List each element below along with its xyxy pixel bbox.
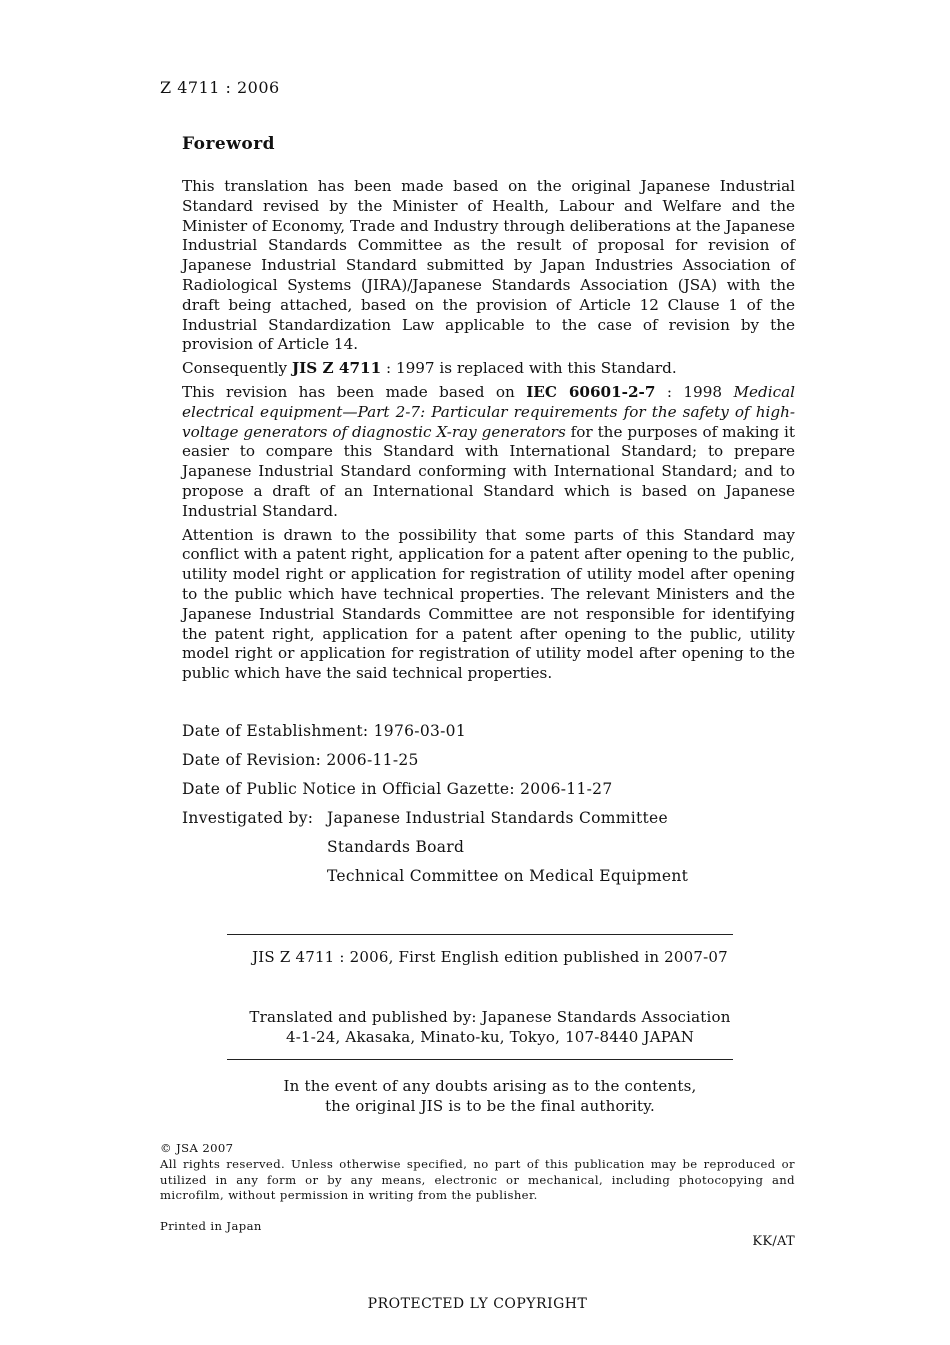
protected-by-copyright-footer: PROTECTED LY COPYRIGHT xyxy=(367,1296,588,1312)
p3-year: : 1998 xyxy=(655,382,734,401)
date-of-public-notice: Date of Public Notice in Official Gazette: 2006-11-27 xyxy=(182,780,613,798)
investigated-by-board: Standards Board xyxy=(327,838,465,856)
rights-reserved-text: All rights reserved. Unless otherwise specified, no part of this publication may be reproduced or utilized in any form or by any means, electronic or mechanical, including photocopying and microfilm, without permission in writing from the publisher. xyxy=(160,1157,795,1202)
p3-post: for the purposes of making it easier to compare this Standard with International Standard; to prepare Japanese Industrial Standard conforming with International Standard; and to propose a draft of an International Standard which is based on Japanese Industrial Standard. xyxy=(182,422,795,520)
printed-in-japan: Printed in Japan xyxy=(160,1219,262,1233)
foreword-paragraph-3 xyxy=(182,383,795,522)
authority-line-1: In the event of any doubts arising as to the contents, xyxy=(283,1077,697,1095)
copyright-notice: © JSA 2007 xyxy=(160,1141,234,1155)
investigated-by-label: Investigated by: xyxy=(182,809,314,827)
foreword-title: Foreword xyxy=(182,134,276,154)
investigated-by-technical-committee: Technical Committee on Medical Equipment xyxy=(327,867,689,885)
iec-standard-title: Medical electrical equipment—Part 2-7: Particular requirements for the safety of high-voltage generators of diagnostic X-ray generators xyxy=(182,382,795,441)
document-code-header: Z 4711 : 2006 xyxy=(160,78,280,97)
foreword-paragraph-1: This translation has been made based on the original Japanese Industrial Standard revised by the Minister of Health, Labour and Welfare and the Minister of Economy, Trade and Industry through deliberations at the Japanese Industrial Standards Committee as the result of proposal for revision of Japanese Industrial Standard submitted by Japan Industries Association of Radiological Systems (JIRA)/Japanese Standards Association (JSA) with the draft being attached, based on the provision of Article 12 Clause 1 of the Industrial Standardization Law applicable to the case of revision by the provision of Article 14. xyxy=(182,177,795,354)
publisher-line: Translated and published by: Japanese Standards Association xyxy=(249,1008,731,1026)
date-of-revision: Date of Revision: 2006-11-25 xyxy=(182,751,419,769)
foreword-paragraph-2 xyxy=(182,359,795,379)
authority-line-2: the original JIS is to be the final authority. xyxy=(325,1097,655,1115)
document-tracking-code: KK/AT xyxy=(752,1234,795,1249)
divider-top xyxy=(227,934,733,935)
iec-standard: IEC 60601-2-7 xyxy=(526,382,656,401)
investigated-by-committee: Japanese Industrial Standards Committee xyxy=(327,809,669,827)
p2-pre: Consequently xyxy=(182,359,292,378)
p2-post: : 1997 is replaced with this Standard. xyxy=(381,359,677,378)
foreword-paragraph-4: Attention is drawn to the possibility that some parts of this Standard may conflict with a patent right, application for a patent after opening to the public, utility model right or application for registration of utility model after opening to the public which have technical properties. The relevant Ministers and the Japanese Industrial Standards Committee are not responsible for identifying the patent right, application for a patent after opening to the public, utility model right or application for registration of utility model after opening to the public which have the said technical properties. xyxy=(182,525,795,683)
p3-pre: This revision has been made based on xyxy=(182,382,527,401)
date-of-establishment: Date of Establishment: 1976-03-01 xyxy=(182,722,467,740)
replaced-standard: JIS Z 4711 xyxy=(291,359,382,378)
foreword-body xyxy=(182,177,795,688)
publisher-address: 4-1-24, Akasaka, Minato-ku, Tokyo, 107-8440 JAPAN xyxy=(285,1028,695,1046)
divider-bottom xyxy=(227,1059,733,1060)
edition-line: JIS Z 4711 : 2006, First English edition published in 2007-07 xyxy=(252,948,728,966)
